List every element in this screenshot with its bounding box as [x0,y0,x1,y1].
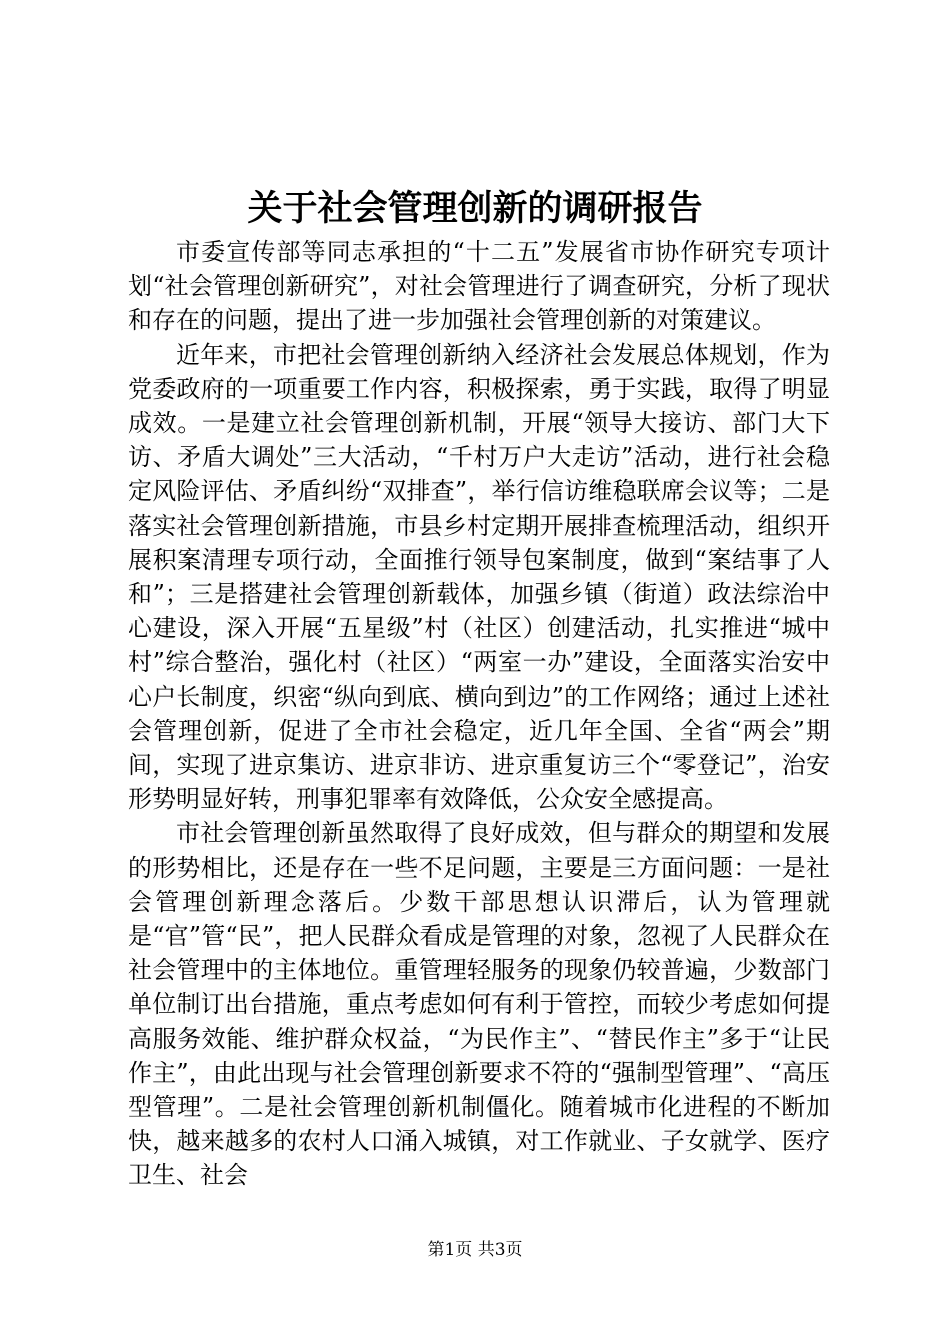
document-title: 关于社会管理创新的调研报告 [247,188,703,229]
page-footer: 第1页 共3页 [427,1240,523,1260]
paragraph-problems: 市社会管理创新虽然取得了良好成效，但与群众的期望和发展的形势相比，还是存在一些不足问题，主要是三方面问题：一是社会管理创新理念落后。少数干部思想认识滞后，认为管理就是“官”管“民”，把人民群众看成是管理的对象，忽视了人民群众在社会管理中的主体地位。重管理轻服务的现象仍较普遍，少数部门单位制订出台措施，重点考虑如何有利于管控，而较少考虑如何提高服务效能、维护群众权益，“为民作主”、“替民作主”多于“让民作主”，由此出现与社会管理创新要求不符的“强制型管理”、“高压型管理”。二是社会管理创新机制僵化。随着城市化进程的不断加快，越来越多的农村人口涌入城镇，对工作就业、子女就学、医疗卫生、社会 [128,819,830,1190]
paragraph-intro: 市委宣传部等同志承担的“十二五”发展省市协作研究专项计划“社会管理创新研究”，对社会管理进行了调查研究，分析了现状和存在的问题，提出了进一步加强社会管理创新的对策建议。 [128,238,830,335]
paragraph-achievements: 近年来，市把社会管理创新纳入经济社会发展总体规划，作为党委政府的一项重要工作内容，积极探索，勇于实践，取得了明显成效。一是建立社会管理创新机制，开展“领导大接访、部门大下访、矛盾大调处”三大活动，“千村万户大走访”活动，进行社会稳定风险评估、矛盾纠纷“双排查”，举行信访维稳联席会议等；二是落实社会管理创新措施，市县乡村定期开展排查梳理活动，组织开展积案清理专项行动，全面推行领导包案制度，做到“案结事了人和”；三是搭建社会管理创新载体，加强乡镇（街道）政法综治中心建设，深入开展“五星级”村（社区）创建活动，扎实推进“城中村”综合整治，强化村（社区）“两室一办”建设，全面落实治安中心户长制度，织密“纵向到底、横向到边”的工作网络；通过上述社会管理创新，促进了全市社会稳定，近几年全国、全省“两会”期间，实现了进京集访、进京非访、进京重复访三个“零登记”，治安形势明显好转，刑事犯罪率有效降低，公众安全感提高。 [128,340,830,814]
document-body [128,235,830,1193]
